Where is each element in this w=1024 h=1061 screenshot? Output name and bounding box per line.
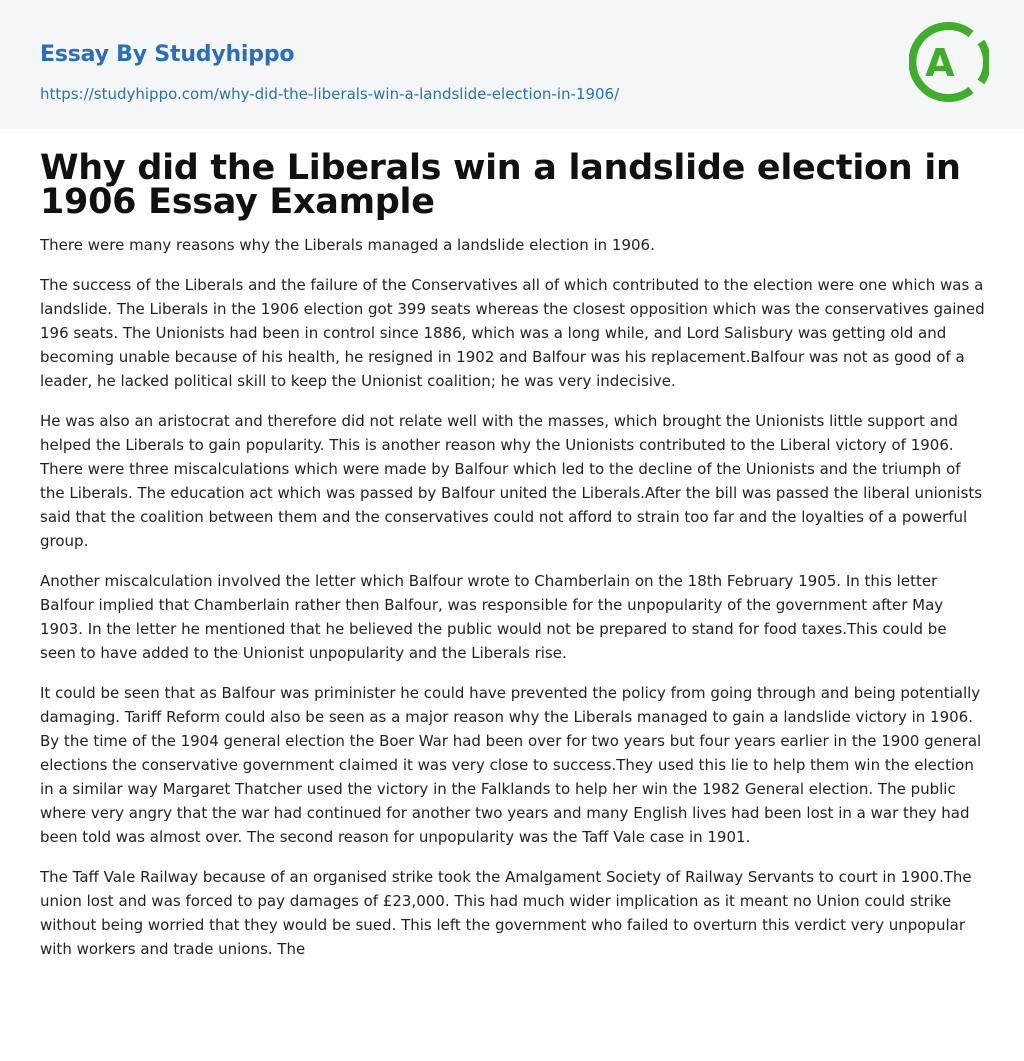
logo-letter: A — [925, 41, 955, 85]
paragraph: The success of the Liberals and the failure of the Conservatives all of which contributed to the election were one which was a landslide. The Liberals in the 1906 election got 399 seats whereas the closest opposition which was the conservatives gained 196 seats. The Unionists had been in control since 1886, which was a long while, and Lord Salisbury was getting old and becoming unable because of his health, he resigned in 1902 and Balfour was his replacement.Balfour was not as good of a leader, he lacked political skill to keep the Unionist coalition; he was very indecisive. — [40, 276, 985, 390]
site-header — [0, 0, 1024, 129]
site-brand[interactable]: Essay By Studyhippo — [40, 42, 295, 67]
page-title: Why did the Liberals win a landslide election in 1906 Essay Example — [40, 148, 961, 222]
studyhippo-logo-icon[interactable] — [909, 18, 989, 106]
paragraph: There were many reasons why the Liberals managed a landslide election in 1906. — [40, 236, 655, 254]
paragraph: The Taff Vale Railway because of an organised strike took the Amalgament Society of Railway Servants to court in 1900.The union lost and was forced to pay damages of £23,000. This had much wider implication as it meant no Union could strike without being worried that they would be sued. This left the government who failed to overturn this verdict very unpopular with workers and trade unions. The — [40, 868, 972, 958]
page-url-link[interactable]: https://studyhippo.com/why-did-the-liberals-win-a-landslide-election-in-1906/ — [40, 85, 620, 103]
paragraph: He was also an aristocrat and therefore did not relate well with the masses, which brought the Unionists little support and helped the Liberals to gain popularity. This is another reason why the Unionists contributed to the Liberal victory of 1906. There were three miscalculations which were made by Balfour which led to the decline of the Unionists and the triumph of the Liberals. The education act which was passed by Balfour united the Liberals.After the bill was passed the liberal unionists said that the coalition between them and the conservatives could not afford to strain too far and the loyalties of a powerful group. — [40, 412, 983, 550]
paragraph: It could be seen that as Balfour was priminister he could have prevented the policy from going through and being potentially damaging. Tariff Reform could also be seen as a major reason why the Liberals managed to gain a landslide victory in 1906. By the time of the 1904 general election the Boer War had been over for two years but four years earlier in the 1900 general elections the conservative government claimed it was very close to success.They used this lie to help them win the election in a similar way Margaret Thatcher used the victory in the Falklands to help her win the 1982 General election. The public where very angry that the war had continued for another two years and many English lives had been lost in a war they had been told was almost over. The second reason for unpopularity was the Taff Vale case in 1901. — [40, 684, 982, 846]
article — [0, 129, 1024, 961]
paragraph: Another miscalculation involved the letter which Balfour wrote to Chamberlain on the 18th February 1905. In this letter Balfour implied that Chamberlain rather then Balfour, was responsible for the unpopularity of the government after May 1903. In the letter he mentioned that he believed the public would not be prepared to stand for food taxes.This could be seen to have added to the Unionist unpopularity and the Liberals rise. — [40, 572, 947, 662]
